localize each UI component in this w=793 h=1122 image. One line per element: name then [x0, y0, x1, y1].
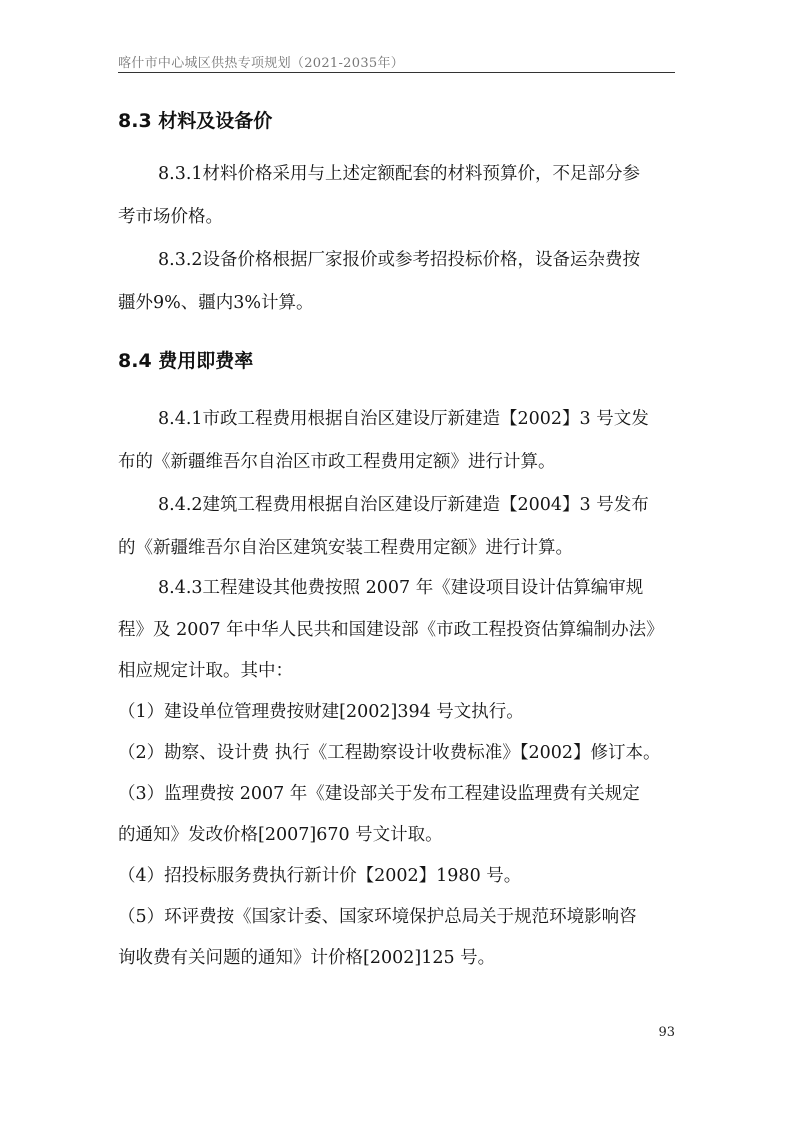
list-item: （2）勘察、设计费 执行《工程勘察设计收费标准》【2002】修订本。	[118, 743, 661, 763]
paragraph-line: 的《新疆维吾尔自治区建筑安装工程费用定额》进行计算。	[118, 538, 573, 558]
paragraph-line: 相应规定计取。其中：	[118, 661, 293, 681]
section-heading-8-4: 8.4 费用即费率	[118, 350, 254, 372]
list-item: （1）建设单位管理费按财建[2002]394 号文执行。	[118, 702, 524, 722]
list-item: （4）招投标服务费执行新计价【2002】1980 号。	[118, 866, 522, 886]
paragraph-line: 布的《新疆维吾尔自治区市政工程费用定额》进行计算。	[118, 452, 556, 472]
section-heading-8-3: 8.3 材料及设备价	[118, 110, 273, 132]
paragraph-line: 程》及 2007 年中华人民共和国建设部《市政工程投资估算编制办法》	[118, 620, 664, 640]
list-item-continuation: 的通知》发改价格[2007]670 号文计取。	[118, 825, 443, 845]
paragraph-line: 8.4.3工程建设其他费按照 2007 年《建设项目设计估算编审规	[158, 578, 644, 598]
paragraph-line: 8.3.2设备价格根据厂家报价或参考招投标价格，设备运杂费按	[158, 250, 641, 270]
list-item-continuation: 询收费有关问题的通知》计价格[2002]125 号。	[118, 948, 496, 968]
running-header: 喀什市中心城区供热专项规划（2021-2035年）	[118, 56, 405, 71]
header-divider	[118, 72, 675, 73]
paragraph-line: 疆外9%、疆内3%计算。	[118, 293, 314, 313]
list-item: （5）环评费按《国家计委、国家环境保护总局关于规范环境影响咨	[118, 907, 637, 927]
paragraph-line: 8.4.2建筑工程费用根据自治区建设厅新建造【2004】3 号发布	[158, 495, 649, 515]
paragraph-line: 考市场价格。	[118, 207, 223, 227]
paragraph-line: 8.3.1材料价格采用与上述定额配套的材料预算价，不足部分参	[158, 164, 641, 184]
list-item: （3）监理费按 2007 年《建设部关于发布工程建设监理费有关规定	[118, 784, 640, 804]
paragraph-line: 8.4.1市政工程费用根据自治区建设厅新建造【2002】3 号文发	[158, 409, 649, 429]
page-number: 93	[658, 1025, 675, 1040]
